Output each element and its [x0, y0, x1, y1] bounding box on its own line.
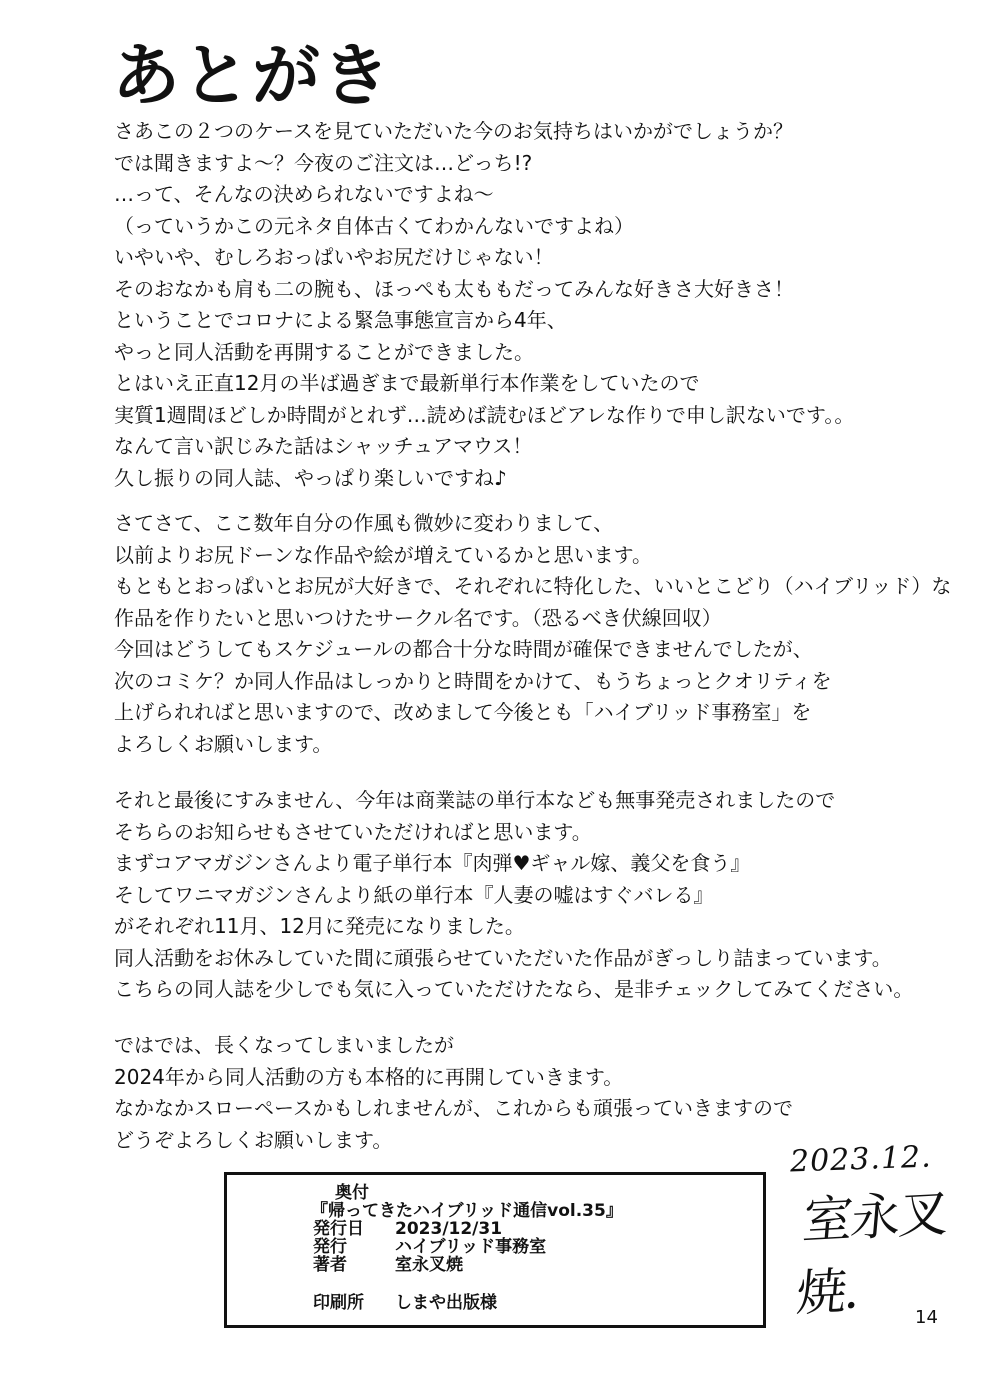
text-line: …って、そんなの決められないですよね～	[114, 182, 494, 206]
text-line: 以前よりお尻ドーンな作品や絵が増えているかと思います。	[114, 542, 652, 567]
text-line: やっと同人活動を再開することができました。	[114, 339, 534, 364]
text-line: 久し振りの同人誌、やっぱり楽しいですね♪	[114, 465, 507, 490]
signature-name: 室永叉焼.	[794, 1184, 950, 1323]
colophon-heading: 奥付	[335, 1183, 369, 1203]
colophon-label-author: 著者	[313, 1255, 347, 1275]
text-line: どうぞよろしくお願いします。	[114, 1127, 393, 1152]
colophon-value-publisher: ハイブリッド事務室	[395, 1237, 547, 1257]
text-line: がそれぞれ11月、12月に発売になりました。	[114, 914, 525, 938]
text-line: さあこの２つのケースを見ていただいた今のお気持ちはいかがでしょうか？	[114, 119, 793, 143]
colophon-value-author: 室永叉焼	[395, 1255, 463, 1275]
text-line: それと最後にすみません、今年は商業誌の単行本なども無事発売されましたので	[114, 788, 836, 812]
text-line: （っていうかこの元ネタ自体古くてわかんないですよね）	[114, 213, 634, 238]
page-title: あとがき	[112, 37, 393, 116]
text-line: もともとおっぱいとお尻が大好きで、それぞれに特化した、いいとこどり（ハイブリッド）な	[114, 574, 952, 598]
text-line: そしてワニマガジンさんより紙の単行本『人妻の嘘はすぐバレる』	[114, 882, 714, 907]
text-line: さてさて、ここ数年自分の作風も微妙に変わりまして、	[114, 511, 614, 535]
paragraph-1	[114, 116, 974, 494]
text-line: ということでコロナによる緊急事態宣言から4年、	[114, 308, 567, 332]
text-line: では聞きますよ～？今夜のご注文は…どっち!?	[114, 150, 533, 175]
text-line: とはいえ正直12月の半ば過ぎまで最新単行本作業をしていたので	[114, 371, 700, 395]
text-line: 作品を作りたいと思いつけたサークル名です。（恐るべき伏線回収）	[114, 605, 722, 630]
text-line: よろしくお願いします。	[114, 731, 333, 756]
text-line: 今回はどうしてもスケジュールの都合十分な時間が確保できませんでしたが、	[114, 637, 813, 661]
colophon-label-printer: 印刷所	[313, 1293, 364, 1313]
text-line: まずコアマガジンさんより電子単行本『肉弾♥ギャル嫁、義父を食う』	[114, 851, 751, 875]
text-line: 2024年から同人活動の方も本格的に再開していきます。	[114, 1064, 624, 1089]
colophon-label-publisher: 発行	[313, 1237, 347, 1257]
text-line: 上げられればと思いますので、改めまして今後とも「ハイブリッド事務室」を	[114, 700, 812, 724]
signature-date: 2023.12.	[789, 1139, 933, 1180]
text-line: ではでは、長くなってしまいましたが	[114, 1033, 454, 1057]
page-number: 14	[915, 1307, 938, 1328]
text-line: なんて言い訳じみた話はシャッチュアマウス！	[114, 434, 533, 458]
paragraph-2	[114, 508, 974, 760]
paragraph-4	[114, 1030, 974, 1156]
text-line: そちらのお知らせもさせていただければと思います。	[114, 819, 592, 844]
text-line: 次のコミケ？か同人作品はしっかりと時間をかけて、もうちょっとクオリティを	[114, 668, 832, 693]
colophon-label-date: 発行日	[313, 1219, 364, 1239]
text-line: 実質1週間ほどしか時間がとれず…読めば読むほどアレな作りで申し訳ないです。。	[114, 402, 855, 427]
colophon-value-printer: しまや出版様	[395, 1293, 497, 1313]
text-line: 同人活動をお休みしていた間に頑張らせていただいた作品がぎっしり詰まっています。	[114, 945, 892, 970]
text-line: いやいや、むしろおっぱいやお尻だけじゃない！	[114, 245, 554, 269]
colophon-value-date: 2023/12/31	[395, 1219, 503, 1239]
text-line: なかなかスローペースかもしれませんが、これからも頑張っていきますので	[114, 1096, 793, 1120]
paragraph-3	[114, 785, 974, 1006]
text-line: こちらの同人誌を少しでも気に入っていただけたなら、是非チェックしてみてください。	[114, 977, 914, 1001]
colophon-book-title: 『帰ってきたハイブリッド通信vol.35』	[311, 1201, 623, 1221]
text-line: そのおなかも肩も二の腕も、ほっぺも太ももだってみんな好きさ大好きさ！	[114, 276, 794, 301]
colophon-box	[224, 1172, 766, 1328]
